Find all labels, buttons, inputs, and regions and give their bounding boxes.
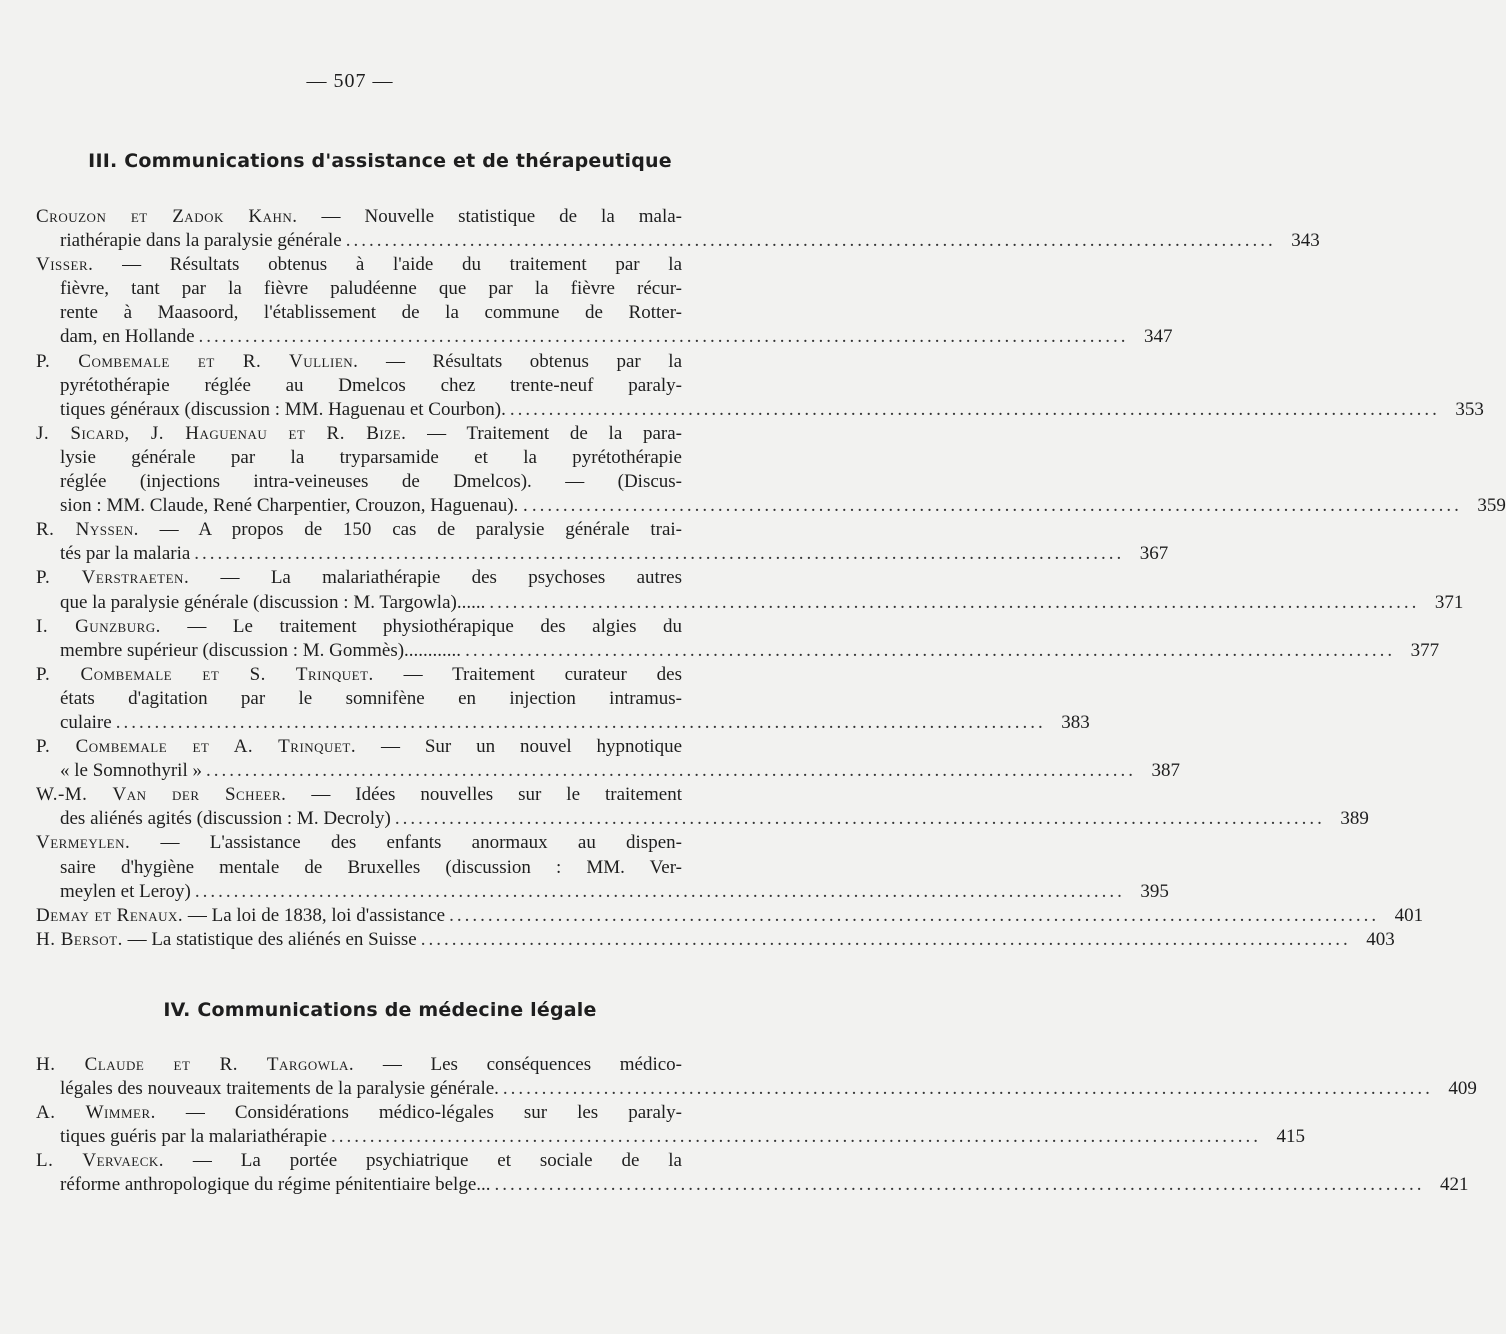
- toc-entry-text: riathérapie dans la paralysie générale: [60, 230, 342, 252]
- dot-leader: ........................................................................................................................: [345, 230, 1276, 252]
- toc-entry-line: [36, 494, 1506, 518]
- toc-entry-line: [36, 591, 1464, 615]
- toc-entry: [36, 928, 1395, 952]
- toc-entry-line: [36, 880, 1169, 904]
- toc-entry-line: [36, 1053, 682, 1077]
- toc-entry-text: — Résultats obtenus à l'aide du traitement par la: [122, 254, 683, 276]
- toc-entry-text: — Traitement curateur des: [403, 663, 682, 685]
- toc-entry: [36, 1149, 1469, 1197]
- dot-leader: ........................................................................................................................: [502, 1078, 1433, 1100]
- dot-leader: ........................................................................................................................: [465, 639, 1396, 661]
- toc-entry-line: [36, 446, 682, 470]
- toc-entry: [36, 663, 1090, 735]
- toc-entry-text: — Traitement de la para-: [427, 422, 683, 444]
- toc-entry-text: — La portée psychiatrique et sociale de la: [192, 1150, 682, 1172]
- dot-leader: ........................................................................................................................: [494, 1174, 1425, 1196]
- toc-entry-line: [36, 1149, 682, 1173]
- toc-entry: [36, 615, 1440, 663]
- section-title-iv: IV. Communications de médecine légale: [163, 999, 597, 1021]
- toc-entry-page: 377: [1410, 639, 1440, 661]
- toc-entry-line: [36, 759, 1180, 783]
- dot-leader: ........................................................................................................................: [420, 928, 1351, 950]
- toc-entry-page: 389: [1340, 808, 1369, 830]
- toc-entry-page: 359: [1477, 495, 1506, 517]
- toc-list-section-iv: [36, 1053, 1477, 1198]
- toc-entry-text: — Nouvelle statistique de la mala-: [321, 206, 683, 227]
- toc-entry-line: [36, 663, 682, 687]
- toc-entry-text: tiques guéris par la malariathérapie: [60, 1126, 327, 1148]
- toc-entry-page: 401: [1394, 904, 1424, 926]
- toc-entry-text: dam, en Hollande: [60, 326, 195, 348]
- toc-entry-text: états d'agitation par le somnifène en injection intramus-: [60, 687, 682, 709]
- toc-entry-line: [36, 1173, 1469, 1197]
- toc-entry-text: — Résultats obtenus par la: [385, 350, 682, 372]
- dot-leader: ........................................................................................................................: [531, 495, 1462, 517]
- dot-leader: ........................................................................................................................: [509, 398, 1440, 420]
- toc-entry: [36, 518, 1169, 566]
- toc-entry: [36, 783, 1369, 831]
- toc-entry-text: tés par la malaria: [60, 543, 191, 565]
- toc-entry-line: [36, 1077, 1477, 1101]
- toc-list-section-iii: [36, 205, 1506, 952]
- toc-entry-author: W.-M. Van der Scheer.: [36, 784, 287, 806]
- toc-entry: [36, 1053, 1477, 1101]
- toc-entry-text: — L'assistance des enfants anormaux au dispen-: [160, 832, 682, 854]
- toc-entry-page: 383: [1061, 711, 1090, 733]
- toc-entry-line: [36, 422, 682, 446]
- toc-entry-line: [36, 639, 1440, 663]
- toc-entry-text: membre supérieur (discussion : M. Gommès)............: [60, 639, 462, 661]
- dot-leader: ........................................................................................................................: [330, 1126, 1261, 1148]
- toc-entry-line: [36, 374, 682, 398]
- toc-entry-author: P. Combemale et S. Trinquet.: [36, 663, 374, 685]
- dot-leader: ........................................................................................................................: [489, 591, 1420, 613]
- toc-entry-author: P. Combemale et A. Trinquet.: [36, 736, 357, 758]
- toc-entry-page: 409: [1448, 1078, 1477, 1100]
- toc-entry-line: [36, 518, 682, 542]
- toc-entry: [36, 904, 1424, 928]
- toc-entry-line: [36, 687, 682, 711]
- toc-entry-text: des aliénés agités (discussion : M. Decroly): [60, 808, 391, 830]
- toc-entry-line: [36, 783, 682, 807]
- toc-entry-text: — Les conséquences médico-: [382, 1054, 683, 1075]
- toc-entry-line: [36, 807, 1369, 831]
- toc-entry-text: — Le traitement physiothérapique des algies du: [187, 615, 683, 637]
- toc-entry-text: — Considérations médico-légales sur les paraly-: [185, 1102, 682, 1124]
- toc-entry-text: réglée (injections intra-veineuses de Dmelcos). — (Discus-: [60, 471, 682, 493]
- toc-entry-line: [36, 735, 682, 759]
- toc-entry-line: [36, 1125, 1305, 1149]
- toc-entry-author: H. Bersot.: [36, 928, 123, 950]
- toc-entry-text: saire d'hygiène mentale de Bruxelles (discussion : MM. Ver-: [60, 856, 682, 878]
- toc-entry-text: — A propos de 150 cas de paralysie générale trai-: [159, 519, 682, 541]
- toc-entry: [36, 735, 1180, 783]
- toc-entry-line: [36, 253, 682, 277]
- dot-leader: ........................................................................................................................: [198, 326, 1129, 348]
- toc-entry-line: [36, 301, 682, 325]
- toc-entry-author: Demay et Renaux.: [36, 904, 184, 926]
- toc-entry-text: — La statistique des aliénés en Suisse: [127, 928, 417, 950]
- toc-entry-text: — La loi de 1838, loi d'assistance: [187, 904, 446, 926]
- toc-entry-page: 343: [1291, 230, 1320, 252]
- toc-entry-line: [36, 277, 682, 301]
- dot-leader: ........................................................................................................................: [449, 904, 1380, 926]
- toc-entry-text: tiques généraux (discussion : MM. Haguenau et Courbon).: [60, 398, 506, 420]
- toc-entry-author: Vermeylen.: [36, 832, 131, 854]
- toc-entry-author: A. Wimmer.: [36, 1102, 156, 1124]
- toc-entry-text: meylen et Leroy): [60, 880, 191, 902]
- toc-entry-line: [36, 542, 1169, 566]
- toc-entry-line: [36, 831, 682, 855]
- toc-entry-page: 371: [1434, 591, 1464, 613]
- toc-entry-line: [36, 904, 1424, 928]
- toc-entry-author: Visser.: [36, 254, 94, 276]
- toc-entry-page: 395: [1140, 880, 1169, 902]
- toc-entry-line: [36, 350, 682, 374]
- toc-entry: [36, 566, 1464, 614]
- toc-entry-author: P. Verstraeten.: [36, 567, 190, 589]
- toc-entry: [36, 422, 1506, 518]
- toc-entry-author: P. Combemale et R. Vullien.: [36, 350, 359, 372]
- toc-entry-author: L. Vervaeck.: [36, 1150, 165, 1172]
- section-title-iii: III. Communications d'assistance et de thérapeutique: [88, 150, 672, 172]
- toc-entry-text: que la paralysie générale (discussion : M. Targowla)......: [60, 591, 486, 613]
- toc-entry-text: sion : MM. Claude, René Charpentier, Crouzon, Haguenau). .: [60, 495, 528, 517]
- dot-leader: ........................................................................................................................: [394, 808, 1325, 830]
- toc-entry: [36, 205, 1320, 253]
- toc-entry-text: — Idées nouvelles sur le traitement: [311, 784, 683, 806]
- toc-entry-page: 415: [1276, 1126, 1305, 1148]
- toc-entry-author: J. Sicard, J. Haguenau et R. Bize.: [36, 422, 407, 444]
- toc-entry-line: [36, 711, 1090, 735]
- toc-entry-text: réforme anthropologique du régime pénitentiaire belge...: [60, 1174, 491, 1196]
- toc-entry: [36, 1101, 1305, 1149]
- toc-entry-text: « le Somnothyril »: [60, 760, 202, 782]
- toc-entry-page: 387: [1151, 760, 1180, 782]
- toc-entry-line: [36, 566, 682, 590]
- toc-entry-text: fièvre, tant par la fièvre paludéenne que par la fièvre récur-: [60, 278, 682, 300]
- toc-entry-author: Crouzon et Zadok Kahn.: [36, 206, 298, 227]
- toc-entry-line: [36, 325, 1173, 349]
- dot-leader: ........................................................................................................................: [194, 880, 1125, 902]
- toc-entry-line: [36, 470, 682, 494]
- toc-entry-text: légales des nouveaux traitements de la paralysie générale.: [60, 1078, 499, 1100]
- toc-entry-page: 367: [1139, 543, 1169, 565]
- toc-entry: [36, 350, 1484, 422]
- toc-entry-line: [36, 205, 682, 229]
- toc-entry: [36, 253, 1173, 349]
- toc-entry-text: culaire: [60, 711, 112, 733]
- toc-entry-page: 353: [1455, 398, 1484, 420]
- toc-entry-author: R. Nyssen.: [36, 519, 139, 541]
- dot-leader: ........................................................................................................................: [205, 760, 1136, 782]
- toc-entry-line: [36, 398, 1484, 422]
- dot-leader: ........................................................................................................................: [194, 543, 1125, 565]
- page-number: — 507 —: [306, 70, 394, 92]
- toc-entry-line: [36, 615, 682, 639]
- toc-entry-text: — La malariathérapie des psychoses autres: [220, 567, 682, 589]
- toc-entry-line: [36, 1101, 682, 1125]
- toc-entry-author: H. Claude et R. Targowla.: [36, 1054, 355, 1075]
- toc-entry-line: [36, 229, 1320, 253]
- toc-entry-text: pyrétothérapie réglée au Dmelcos chez trente-neuf paraly-: [60, 374, 682, 396]
- toc-entry-text: rente à Maasoord, l'établissement de la commune de Rotter-: [60, 302, 682, 324]
- toc-entry-page: 403: [1366, 928, 1395, 950]
- toc-entry-text: — Sur un nouvel hypnotique: [380, 736, 683, 758]
- toc-entry: [36, 831, 1169, 903]
- toc-entry-page: 347: [1144, 326, 1173, 348]
- dot-leader: ........................................................................................................................: [115, 711, 1046, 733]
- toc-entry-text: lysie générale par la tryparsamide et la pyrétothérapie: [60, 446, 682, 468]
- toc-entry-line: [36, 928, 1395, 952]
- toc-entry-page: 421: [1440, 1174, 1469, 1196]
- toc-entry-line: [36, 856, 682, 880]
- toc-entry-author: I. Gunzburg.: [36, 615, 161, 637]
